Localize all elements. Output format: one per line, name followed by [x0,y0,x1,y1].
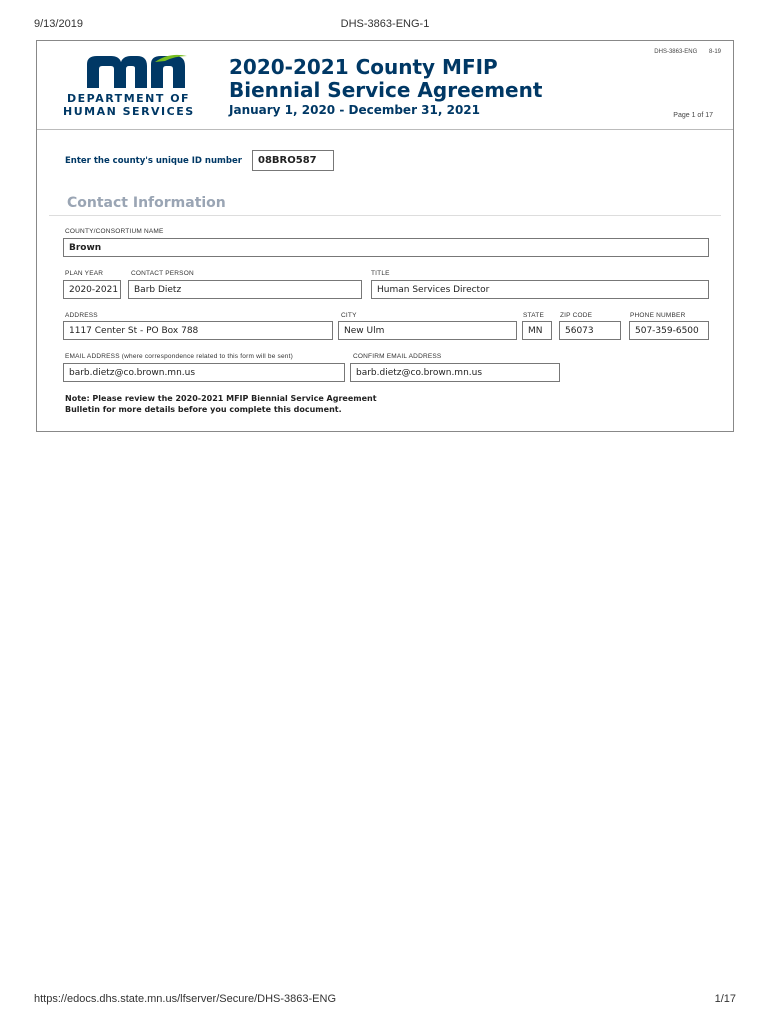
zip-label: ZIP CODE [560,312,593,319]
email-label: EMAIL ADDRESS (where correspondence related to this form will be sent) [65,353,293,360]
form-revision: 8-19 [708,49,721,55]
confirm-email-field[interactable]: barb.dietz@co.brown.mn.us [350,363,560,382]
confirm-email-label: CONFIRM EMAIL ADDRESS [353,353,442,360]
logo-line-1: DEPARTMENT OF [67,92,191,105]
page-indicator: Page 1 of 17 [673,112,713,119]
section-divider [49,215,721,216]
form-code [644,49,721,55]
title-line-2: Biennial Service Agreement [229,78,543,102]
county-name-field[interactable]: Brown [63,238,709,257]
plan-year-field[interactable]: 2020-2021 [63,280,121,299]
contact-person-field[interactable]: Barb Dietz [128,280,362,299]
print-url: https://edocs.dhs.state.mn.us/lfserver/Secure/DHS-3863-ENG [34,993,337,1005]
dhs-logo [63,52,193,122]
form-header [37,41,733,130]
phone-label: PHONE NUMBER [630,312,686,319]
note-line-1: Note: Please review the 2020-2021 MFIP Biennial Service Agreement [65,394,377,403]
print-header [34,18,736,32]
county-name-label: COUNTY/CONSORTIUM NAME [65,228,164,235]
dhs-logo-text [63,92,223,118]
county-id-label: Enter the county's unique ID number [65,156,242,166]
mn-logo-icon [85,52,189,90]
title-field[interactable]: Human Services Director [371,280,709,299]
city-label: CITY [341,312,357,319]
logo-line-2: HUMAN SERVICES [63,105,195,118]
form-page [36,40,734,432]
address-label: ADDRESS [65,312,98,319]
city-field[interactable]: New Ulm [338,321,517,340]
title-label: TITLE [371,270,390,277]
email-field[interactable]: barb.dietz@co.brown.mn.us [63,363,345,382]
plan-year-label: PLAN YEAR [65,270,104,277]
state-label: STATE [523,312,544,319]
address-field[interactable]: 1117 Center St - PO Box 788 [63,321,333,340]
review-note [65,393,425,415]
print-date: 9/13/2019 [34,18,83,30]
document-title [229,56,589,102]
zip-field[interactable]: 56073 [559,321,621,340]
contact-person-label: CONTACT PERSON [131,270,194,277]
print-footer [34,993,736,1007]
document-dates: January 1, 2020 - December 31, 2021 [229,103,480,117]
title-line-1: 2020-2021 County MFIP [229,55,498,79]
phone-field[interactable]: 507-359-6500 [629,321,709,340]
county-id-field[interactable]: 08BRO587 [252,150,334,171]
print-title: DHS-3863-ENG-1 [340,18,430,30]
print-page-number: 1/17 [714,993,736,1005]
note-line-2: Bulletin for more details before you complete this document. [65,405,342,414]
section-title: Contact Information [67,195,226,211]
state-field[interactable]: MN [522,321,552,340]
form-code-number: DHS-3863-ENG [654,49,698,55]
